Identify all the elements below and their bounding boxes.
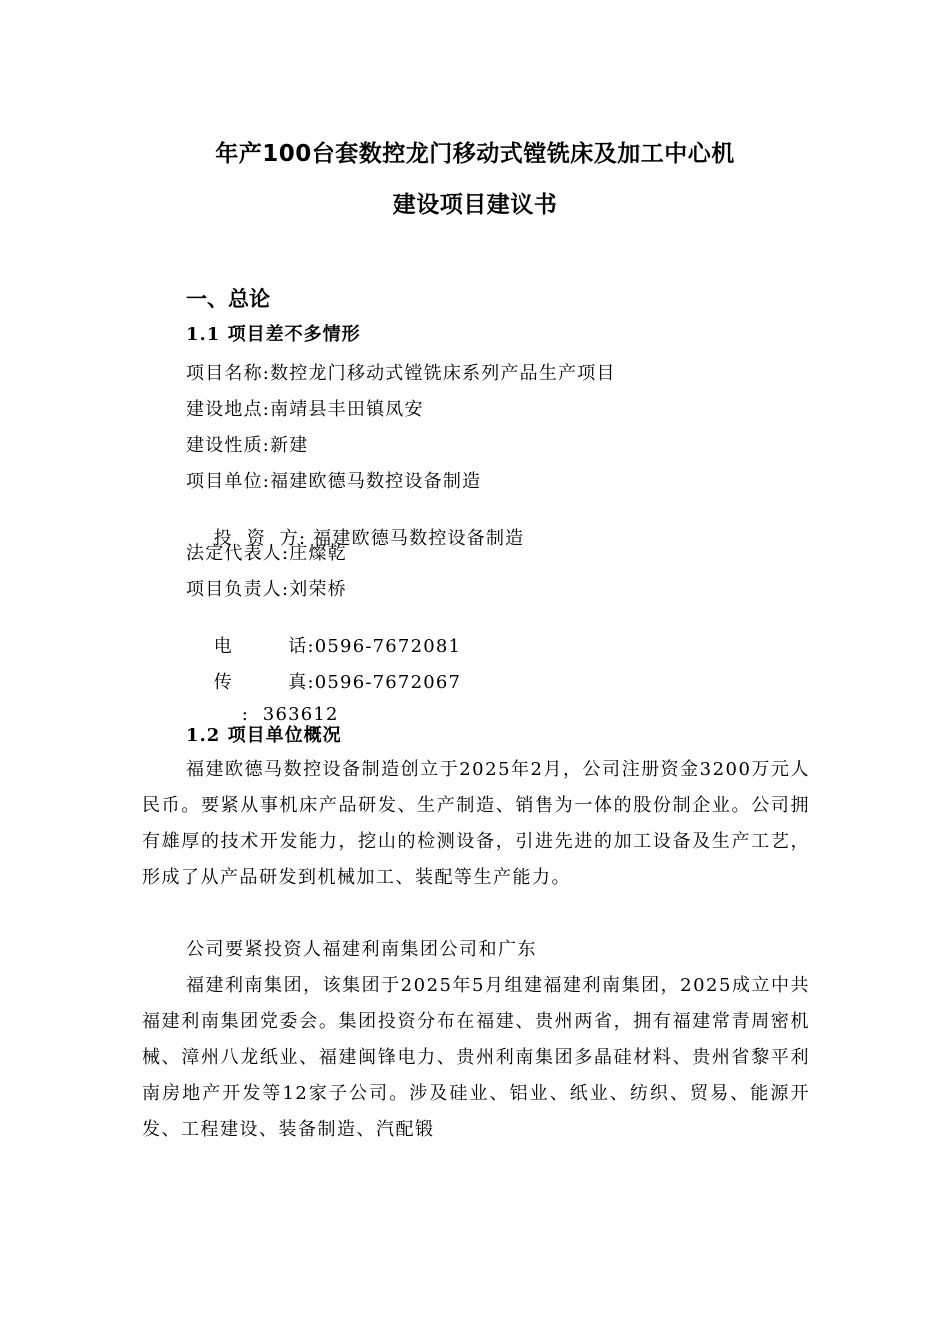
- paragraph-investors: 公司要紧投资人福建利南集团公司和广东: [186, 939, 537, 960]
- info-value: 0596-7672067: [314, 672, 462, 693]
- info-label: 电 话:: [213, 636, 315, 657]
- info-value: 363612: [262, 704, 339, 725]
- info-label: 投 资 方:: [213, 528, 307, 549]
- info-row-manager: [186, 575, 347, 601]
- info-row-unit: [186, 467, 481, 493]
- info-label: 法定代表人:: [186, 543, 290, 564]
- info-label: 项目负责人:: [186, 579, 290, 600]
- section-heading-general: 一、总论: [186, 287, 270, 311]
- info-value: 福建欧德马数控设备制造: [270, 471, 482, 492]
- info-value: 南靖县丰田镇凤安: [270, 399, 424, 420]
- info-label: 项目单位:: [186, 471, 271, 492]
- info-row-legal-rep: [186, 539, 347, 565]
- document-title-line-1: 年产100台套数控龙门移动式镗铣床及加工中心机: [215, 141, 735, 167]
- info-value: 数控龙门移动式镗铣床系列产品生产项目: [270, 363, 616, 384]
- paragraph-company-overview: 福建欧德马数控设备制造创立于2025年2月，公司注册资金3200万元人民币。要紧从事机床产品研发、生产制造、销售为一体的股份制企业。公司拥有雄厚的技术开发能力，挖山的检测设备，引进先进的加工设备及生产工艺，形成了从产品研发到机械加工、装配等生产能力。: [142, 759, 810, 888]
- info-label: 建设性质:: [186, 435, 271, 456]
- info-label: 建设地点:: [186, 399, 271, 420]
- info-value: 0596-7672081: [314, 636, 462, 657]
- document-title-line-2: 建设项目建议书: [392, 192, 558, 218]
- info-value: 庄燦乾: [289, 543, 347, 564]
- info-label: 传 真:: [213, 672, 315, 693]
- paragraph-group-overview: 福建利南集团，该集团于2025年5月组建福建利南集团，2025成立中共福建利南集团党委会。集团投资分布在福建、贵州两省，拥有福建常青周密机械、漳州八龙纸业、福建闽锋电力、贵州利南集团多晶硅材料、贵州省黎平利南房地产开发等12家子公司。涉及硅业、铝业、纸业、纺织、贸易、能源开发、工程建设、装备制造、汽配锻: [142, 975, 810, 1140]
- info-row-project-name: [186, 359, 616, 385]
- info-row-nature: [186, 431, 308, 457]
- info-label: 项目名称:: [186, 363, 271, 384]
- subsection-heading-1-1: 1.1 项目差不多情形: [186, 324, 361, 345]
- info-value: 新建: [270, 435, 309, 456]
- info-label: :: [241, 704, 249, 725]
- subsection-heading-1-2: 1.2 项目单位概况: [186, 725, 342, 746]
- info-value: 刘荣桥: [289, 579, 347, 600]
- info-row-location: [186, 395, 424, 421]
- info-value: 福建欧德马数控设备制造: [306, 528, 525, 549]
